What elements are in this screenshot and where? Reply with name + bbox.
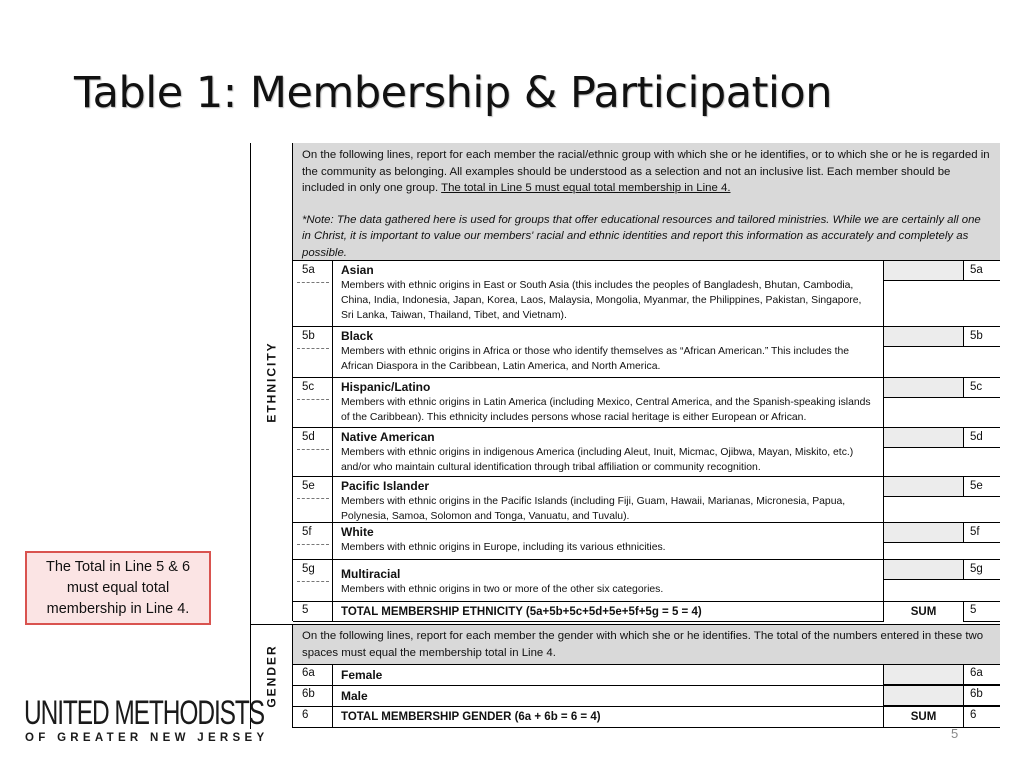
row-description	[333, 428, 884, 476]
ethnicity-instruction-underlined: The total in Line 5 must equal total membership in Line 4.	[441, 182, 731, 194]
ethnicity-total-row	[293, 601, 1000, 622]
total-label: TOTAL MEMBERSHIP GENDER (6a + 6b = 6 = 4)	[341, 711, 601, 723]
row-code: 5a	[293, 261, 333, 326]
line-number: 5f	[964, 523, 1000, 543]
line-number: 5a	[964, 261, 1000, 281]
row-name: Female	[341, 668, 383, 682]
row-code: 5c	[293, 378, 333, 427]
ethnicity-row-5d	[293, 427, 1000, 476]
row-detail: Members with ethnic origins in Africa or those who identify themselves as “African American.” This includes the African Diaspora in the Caribbean, Latin America, and North America.	[341, 346, 850, 372]
row-description	[333, 477, 884, 522]
row-code: 6a	[293, 665, 333, 685]
line-number: 5c	[964, 378, 1000, 398]
line-number: 6b	[964, 686, 1000, 706]
slide-title: Table 1: Membership & Participation	[74, 68, 832, 118]
logo-wordmark: UNITED METHODISTS	[24, 694, 265, 732]
gender-instruction-text: On the following lines, report for each member the gender with which she or he identifies. The total of the numbers entered in these two spaces must equal the membership total in Line 4.	[302, 630, 984, 659]
ethnicity-instructions	[293, 143, 1000, 260]
ethnicity-row-5b	[293, 326, 1000, 377]
row-name: Multiracial	[341, 567, 401, 581]
entry-box-5e[interactable]	[884, 477, 964, 497]
row-description	[333, 560, 884, 601]
row-description	[333, 523, 884, 559]
row-code: 5e	[293, 477, 333, 522]
row-code: 6	[293, 707, 333, 727]
sum-box-6[interactable]: SUM	[884, 707, 964, 727]
row-code: 5f	[293, 523, 333, 559]
entry-box-5d[interactable]	[884, 428, 964, 448]
gender-row-6b	[293, 685, 1000, 706]
row-detail: Members with ethnic origins in Europe, including its various ethnicities.	[341, 542, 666, 553]
entry-box-5a[interactable]	[884, 261, 964, 281]
row-description	[333, 327, 884, 377]
entry-box-5b[interactable]	[884, 327, 964, 347]
line-number: 5e	[964, 477, 1000, 497]
ethnicity-row-5a	[293, 260, 1000, 326]
sum-box-5[interactable]: SUM	[884, 602, 964, 622]
ethnicity-row-5c	[293, 377, 1000, 427]
entry-box-5c[interactable]	[884, 378, 964, 398]
line-number: 5g	[964, 560, 1000, 580]
entry-box-5g[interactable]	[884, 560, 964, 580]
line-number: 6a	[964, 665, 1000, 685]
row-description	[333, 378, 884, 427]
row-code: 5b	[293, 327, 333, 377]
row-code: 6b	[293, 686, 333, 706]
ethnicity-note: *Note: The data gathered here is used for groups that offer educational resources and tailored ministries. While we are certainly all one in Christ, it is important to value our members' racial and ethnic identities and report this information as accurately and completely as possible.	[302, 213, 981, 259]
gender-total-row	[293, 706, 1000, 728]
row-detail: Members with ethnic origins in Latin America (including Mexico, Central America, and the Spanish-speaking islands of the Caribbean). This ethnicity includes persons whose racial heritage is either European or African.	[341, 397, 871, 423]
ethnicity-row-5e	[293, 476, 1000, 522]
total-label: TOTAL MEMBERSHIP ETHNICITY (5a+5b+5c+5d+5e+5f+5g = 5 = 4)	[341, 606, 702, 618]
line-number: 5b	[964, 327, 1000, 347]
row-description	[333, 261, 884, 326]
line-number: 6	[970, 709, 977, 721]
gender-instructions	[293, 625, 1000, 664]
row-name: White	[341, 525, 374, 539]
ethnicity-instruction-text: On the following lines, report for each member the racial/ethnic group with which she or he identifies, or to which she or he is regarded in the community as belonging. All examples should be understood as a selection and not an inclusive list. Each member should be included in only one group.	[302, 149, 990, 194]
line-number: 5d	[964, 428, 1000, 448]
row-description	[333, 686, 884, 706]
entry-box-5f[interactable]	[884, 523, 964, 543]
line-number: 5	[970, 604, 977, 616]
page-number: 5	[951, 726, 959, 741]
row-description	[333, 707, 884, 727]
row-code: 5g	[293, 560, 333, 601]
gender-label-text: GENDER	[264, 644, 279, 708]
row-code: 5d	[293, 428, 333, 476]
ethnicity-side-label	[250, 143, 293, 621]
row-name: Male	[341, 689, 368, 703]
row-detail: Members with ethnic origins in indigenous America (including Aleut, Inuit, Micmac, Ojibwa, Mayan, Miskito, etc.) and/or who maintain cultural identification through tribal affiliation or community recognition.	[341, 447, 854, 473]
entry-box-6a[interactable]	[884, 665, 964, 685]
ethnicity-row-5f	[293, 522, 1000, 559]
row-name: Native American	[341, 430, 435, 444]
row-name: Black	[341, 329, 374, 343]
row-name: Pacific Islander	[341, 479, 430, 493]
row-detail: Members with ethnic origins in East or South Asia (this includes the peoples of Bangladesh, Bhutan, Cambodia, China, India, Indonesia, Japan, Korea, Laos, Malaysia, Mongolia, Myanmar, the Philippines, Pakistan, Singapore, Sri Lanka, Taiwan, Thailand, Tibet, and Vietnam).	[341, 280, 862, 321]
row-name: Hispanic/Latino	[341, 380, 431, 394]
row-name: Asian	[341, 263, 374, 277]
row-code: 5	[293, 602, 333, 621]
row-detail: Members with ethnic origins in the Pacific Islands (including Fiji, Guam, Hawaii, Marianas, Micronesia, Papua, Polynesia, Samoa, Solomon and Tonga, Vanuatu, and Tuvalu).	[341, 496, 846, 522]
ethnicity-label-text: ETHNICITY	[264, 341, 279, 423]
gender-row-6a	[293, 664, 1000, 685]
entry-box-6b[interactable]	[884, 686, 964, 706]
total-requirement-callout: The Total in Line 5 & 6 must equal total membership in Line 4.	[25, 551, 211, 625]
row-detail: Members with ethnic origins in two or more of the other six categories.	[341, 584, 664, 595]
row-description	[333, 665, 884, 685]
ethnicity-row-5g	[293, 559, 1000, 601]
logo-subtitle: OF GREATER NEW JERSEY	[25, 732, 269, 744]
row-description	[333, 602, 884, 621]
